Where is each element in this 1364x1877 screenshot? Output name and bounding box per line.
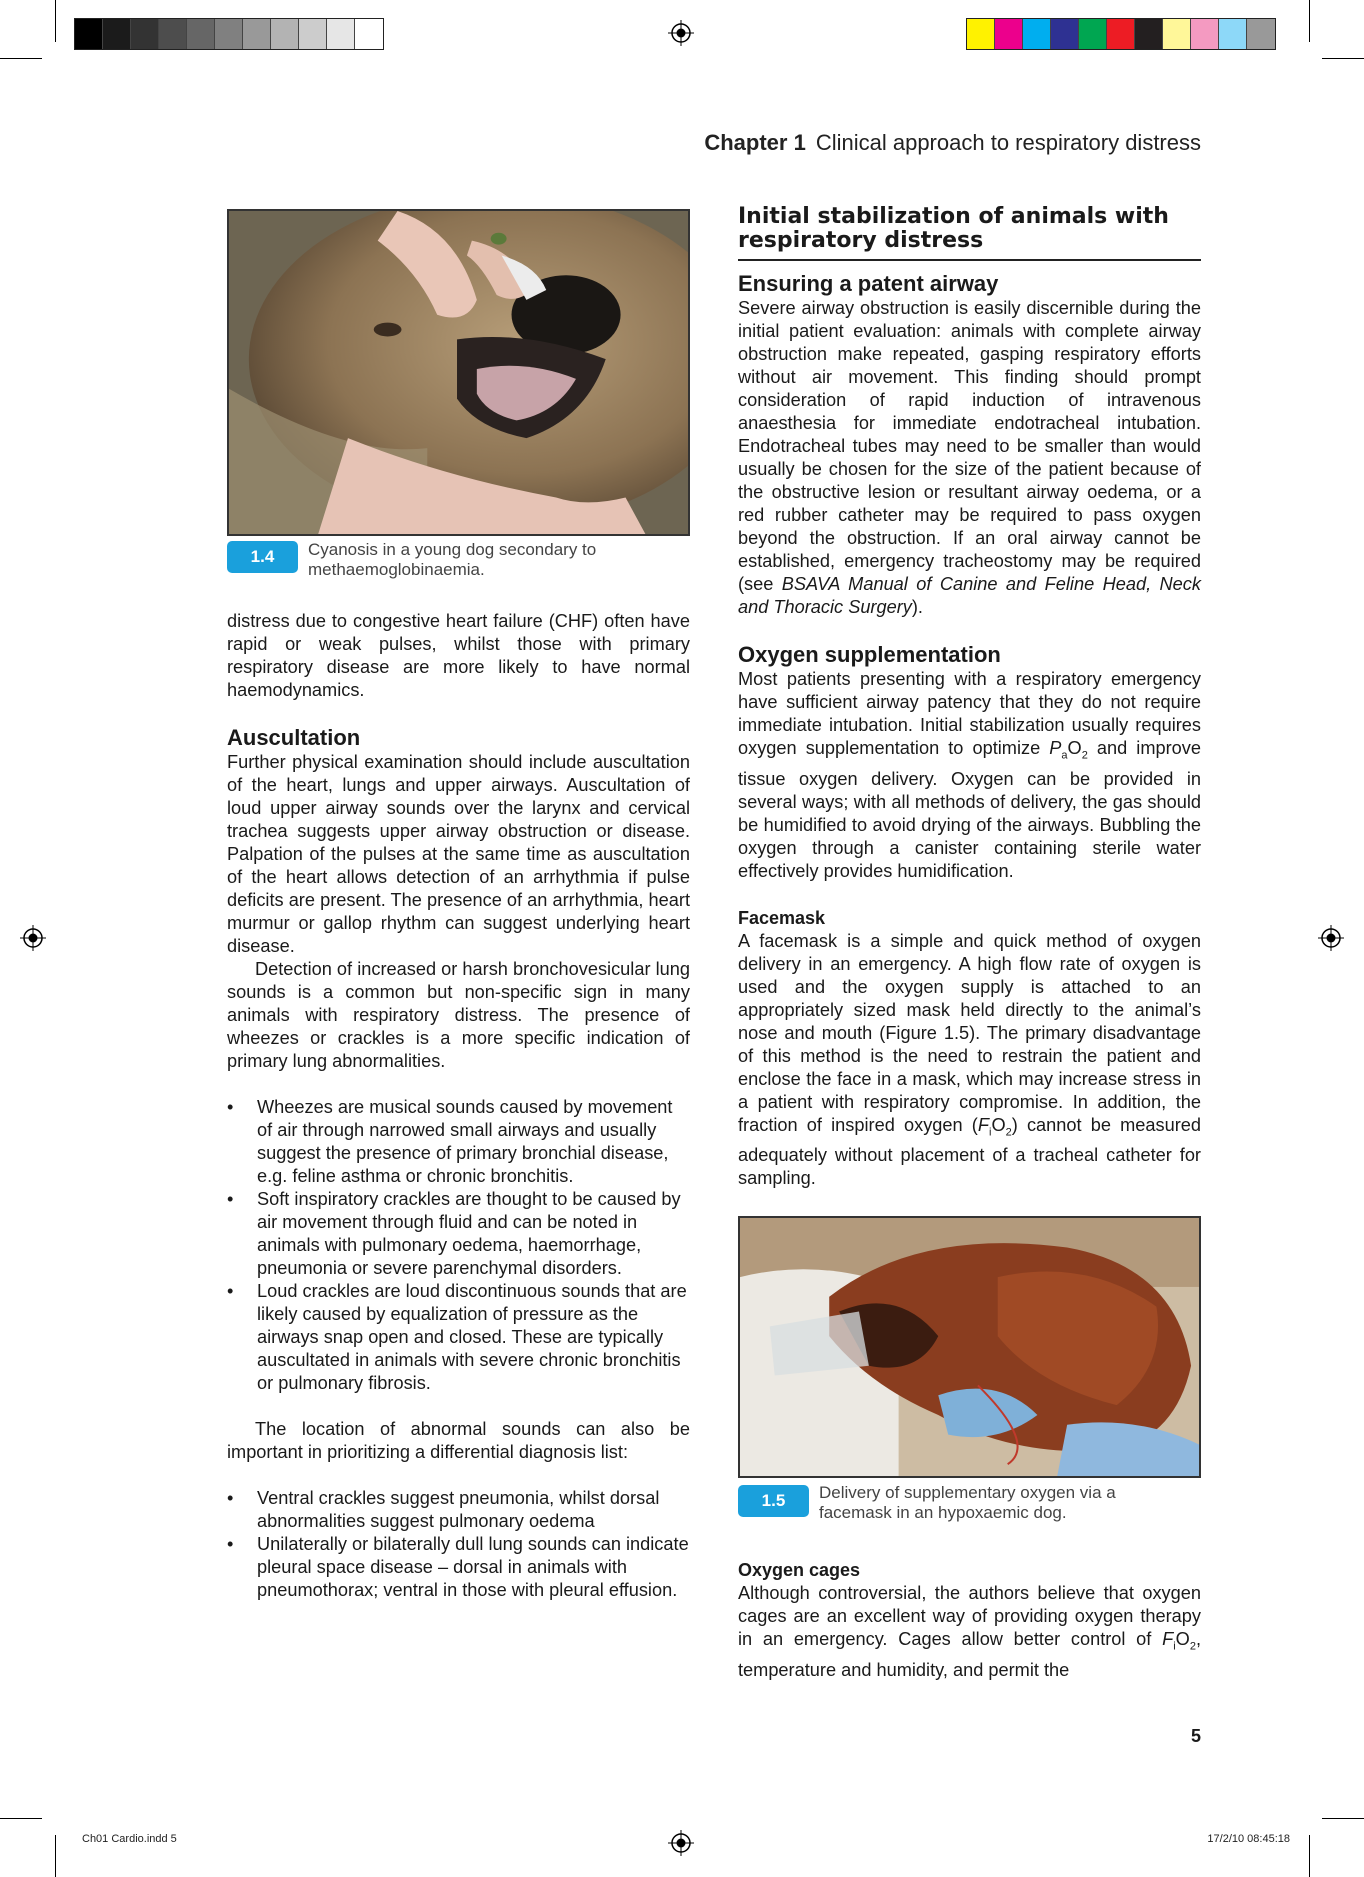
chapter-number: Chapter 1 [704,130,806,155]
paragraph: Detection of increased or harsh bronchovesicular lung sounds is a common but non-specific sign in many animals with respiratory distress. The presence of wheezes or crackles is a more specific indication of primary lung abnormalities. [227,959,690,1071]
registration-mark-icon [1318,925,1344,951]
crop-mark [0,1818,42,1819]
color-swatch [271,19,299,49]
timestamp-slug: 17/2/10 08:45:18 [1207,1833,1290,1845]
crop-mark [1309,1835,1310,1877]
section-heading: Ensuring a patent airway [738,271,999,296]
figure-number-badge: 1.5 [738,1485,809,1517]
crop-mark [55,1835,56,1877]
subsection-heading: Oxygen cages [738,1560,861,1580]
chapter-title: Clinical approach to respiratory distress [815,130,1201,155]
running-header [704,130,1201,156]
text-run: A facemask is a simple and quick method of oxygen delivery in an emergency. A high flow rate of oxygen is used and the oxygen supply is attached to an appropriately sized mask held directly to the animal’s nose and mouth (Figure 1.5). The primary disadvantage of this method is the need to restrain the patient and enclose the face in a mask, which may increase stress in a patient with respiratory compromise. In addition, the fraction of inspired oxygen ( [738,930,1201,1135]
color-swatch [1107,19,1135,49]
registration-mark-icon [668,20,694,46]
color-swatch [995,19,1023,49]
figure-caption: Cyanosis in a young dog secondary to methaemoglobinaemia. [308,540,597,579]
color-swatch [355,19,383,49]
color-swatch [103,19,131,49]
list-item: • Wheezes are musical sounds caused by movement of air through narrowed small airways and usually suggest the presence of primary bronchial disease, e.g. feline asthma or chronic bronchitis. [227,1096,690,1188]
page-number: 5 [1190,1726,1201,1746]
grey-calibration-bar [74,18,384,50]
subsection-heading: Facemask [738,907,826,928]
color-swatch [299,19,327,49]
list-item: • Ventral crackles suggest pneumonia, whilst dorsal abnormalities suggest pulmonary oedema [227,1487,690,1533]
figure-1-5-photo [738,1216,1201,1478]
section-heading: Auscultation [227,725,361,750]
color-swatch [131,19,159,49]
section-heading: Oxygen supplementation [738,642,1001,667]
color-swatch [327,19,355,49]
color-swatch [1247,19,1275,49]
list-item: • Unilaterally or bilaterally dull lung sounds can indicate pleural space disease – dorsal in animals with pneumothorax; ventral in those with pleural effusion. [227,1533,690,1602]
paragraph [738,297,1201,619]
text-run: , temperature and humidity, and permit the [738,1629,1201,1680]
figure-1-4-photo [227,209,690,536]
paragraph [738,668,1201,883]
figure-caption: Delivery of supplementary oxygen via a facemask in an hypoxaemic dog. [819,1483,1116,1522]
registration-mark-icon [20,925,46,951]
color-swatch [187,19,215,49]
color-swatch [1191,19,1219,49]
color-swatch [1219,19,1247,49]
fio2-symbol: $F_iO_2$ [977,1114,1012,1139]
file-slug: Ch01 Cardio.indd 5 [82,1833,177,1845]
dog-mouth-photo-illustration [229,211,688,534]
paragraph: distress due to congestive heart failure (CHF) often have rapid or weak pulses, whilst those with primary respiratory disease are more likely to have normal haemodynamics. [227,611,690,700]
color-swatch [1163,19,1191,49]
main-section-heading: Initial stabilization of animals with respiratory distress [738,205,1201,261]
text-run: ) cannot be measured adequately without placement of a tracheal catheter for sampling. [738,1114,1201,1189]
figure-number-badge: 1.4 [227,541,298,573]
pao2-symbol: $P_aO_2$ [1049,738,1088,762]
paragraph: Further physical examination should include auscultation of the heart, lungs and upper airways. Auscultation of loud upper airway sounds over the larynx and cervical trachea suggests upper airway obstruction or disease. Palpation of the pulses at the same time as auscultation of the heart allows detection of an arrhythmia if pulse deficits are present. The presence of an arrhythmia, heart murmur or gallop rhythm can suggest underlying heart disease. [227,752,690,956]
color-swatch [1051,19,1079,49]
crop-mark [0,58,42,59]
text-run: Most patients presenting with a respiratory emergency have sufficient airway patency that they do not require immediate intubation. Initial stabilization usually requires oxygen supplementation to optimize [738,669,1201,758]
color-swatch [1023,19,1051,49]
crop-mark [55,0,56,42]
bullet-list [227,1487,690,1602]
text-run: ). [911,597,923,617]
color-swatch [243,19,271,49]
text-run: and improve tissue oxygen delivery. Oxygen can be provided in several ways; with all methods of delivery, the gas should be humidified to avoid drying of the airways. Bubbling the oxygen through a canister containing sterile water effectively provides humidification. [738,738,1201,881]
bullet-list [227,1096,690,1395]
paragraph [738,1582,1201,1682]
dog-facemask-photo-illustration [740,1218,1199,1476]
crop-mark [1322,58,1364,59]
color-swatch [1135,19,1163,49]
color-swatch [75,19,103,49]
color-calibration-bar [966,18,1276,50]
registration-mark-icon [668,1830,694,1856]
paragraph: The location of abnormal sounds can also be important in prioritizing a differential diagnosis list: [227,1419,690,1462]
text-run: Although controversial, the authors believe that oxygen cages are an excellent way of providing oxygen therapy in an emergency. Cages allow better control of [738,1583,1201,1649]
color-swatch [159,19,187,49]
book-title: BSAVA Manual of Canine and Feline Head, Neck and Thoracic Surgery [738,574,1201,617]
left-column [227,610,690,1602]
color-swatch [1079,19,1107,49]
crop-mark [1309,0,1310,42]
color-swatch [967,19,995,49]
list-item: • Loud crackles are loud discontinuous sounds that are likely caused by equalization of pressure as the airways snap open and closed. These are typically auscultated in animals with severe chronic bronchitis or pulmonary fibrosis. [227,1280,690,1395]
list-item: • Soft inspiratory crackles are thought to be caused by air movement through fluid and can be noted in animals with pulmonary oedema, haemorrhage, pneumonia or severe parenchymal disorders. [227,1188,690,1280]
color-swatch [215,19,243,49]
text-run: Severe airway obstruction is easily discernible during the initial patient evaluation: animals with complete airway obstruction make repeated, gasping respiratory efforts without air movement. This finding should prompt consideration of rapid induction of intravenous anaesthesia for immediate endotracheal intubation. Endotracheal tubes may need to be smaller than would usually be chosen for the size of the patient because of the obstructive lesion or resultant airway oedema, or a red rubber catheter may be required to pass oxygen beyond the obstruction. If an oral airway cannot be established, emergency tracheostomy may be required (see [738,298,1201,594]
crop-mark [1322,1818,1364,1819]
right-column-continued [738,1558,1201,1682]
right-column [738,205,1201,1190]
fio2-symbol: $F_iO_2$ [1162,1629,1196,1653]
paragraph [738,930,1201,1191]
